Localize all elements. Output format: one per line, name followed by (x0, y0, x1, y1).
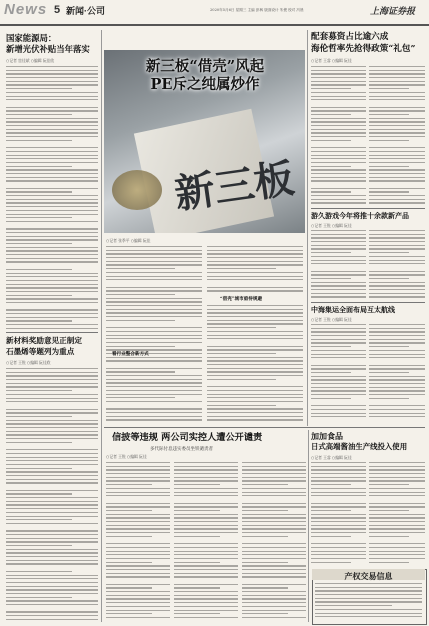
right-article2-body-col2 (369, 230, 425, 300)
ticker-body (315, 583, 422, 621)
divider (311, 302, 425, 303)
section-name: 新闻·公司 (66, 6, 105, 16)
right-article3-body-col1 (311, 324, 366, 422)
right-article1-headline: 配套募资占比逾六成 (311, 32, 389, 42)
right-article1-byline: ○记者 王睿 ○编辑 阮佳 (311, 58, 352, 63)
right-article1-headline2: 海伦哲率先抢得政策“礼包” (311, 44, 416, 54)
coins-illustration (112, 170, 162, 210)
right-article4-headline: 加加食品 (311, 431, 343, 441)
right-article1-body-col1 (311, 66, 366, 206)
page-number: 5 (54, 4, 61, 16)
masthead-info: 2020年5月6日 星期三 主编 彭枫 版面设计 朱俊 校对 冯晨 (210, 8, 304, 12)
column-divider (101, 30, 102, 622)
left-article2-body (6, 368, 98, 622)
bottom-article-headline: 信披等违规 两公司实控人遭公开谴责 (112, 432, 263, 443)
right-article1-body-col2 (369, 66, 425, 206)
right-article3-headline: 中海集运全面布局互太航线 (311, 305, 395, 314)
divider (104, 427, 425, 428)
right-article3-body-col2 (369, 324, 425, 422)
paper-name: 上海证券报 (370, 7, 416, 17)
bottom-article-body-col1 (106, 462, 170, 622)
left-article-headline2: 新增光伏补贴当年落实 (6, 44, 90, 54)
feature-stamp-text: 新三板 (171, 154, 298, 219)
bottom-article-body-col3 (242, 462, 306, 622)
right-article4-byline: ○记者 王睿 ○编辑 阮佳 (311, 455, 352, 460)
feature-body-col3 (207, 305, 303, 423)
masthead (0, 0, 429, 26)
feature-body-col2 (207, 246, 303, 296)
right-article3-byline: ○记者 王锐 ○编辑 阮佳 (311, 317, 352, 322)
bottom-article-body-col2 (174, 462, 238, 622)
left-article-body (6, 66, 98, 329)
feature-headline-line1: 新三板“借壳”风起 (145, 58, 265, 75)
bottom-article-subhead: 多代际付息违实委员坐铁谴责者 (150, 447, 213, 452)
left-article-headline: 国家能源局： (6, 33, 57, 43)
right-article4-body-col2 (369, 462, 425, 566)
left-article-byline: ○记者 宦佳斌 ○编辑 阮佳欣 (6, 58, 55, 63)
masthead-brand: News (4, 1, 48, 18)
feature-headline (110, 58, 300, 94)
right-article4-headline2: 日式高端酱油生产线投入使用 (311, 442, 408, 451)
ticker-title: 产权交易信息 (344, 571, 393, 581)
right-article4-body-col1 (311, 462, 366, 566)
column-divider (308, 430, 309, 622)
feature-sidebar-heading2: 看行业整合新方式 (112, 352, 149, 357)
feature-sidebar-heading: “借壳”城市亟待规避 (220, 297, 263, 302)
feature-headline-line2: PE斥之纯属炒作 (150, 76, 260, 94)
right-article2-headline: 游久游戏今年将推十余款新产品 (311, 211, 409, 220)
feature-byline: ○记者 张季平 ○编辑 阮佳 (106, 238, 151, 243)
column-divider (307, 30, 308, 426)
right-article2-body-col1 (311, 230, 366, 300)
left-article2-headline: 新材料奖励意见正制定 (6, 336, 82, 345)
feature-body-col1 (106, 246, 202, 424)
left-article2-byline: ○记者 王锐 ○编辑 阮佳欣 (6, 360, 51, 365)
left-article2-headline2: 石墨烯等题列为重点 (6, 347, 75, 356)
divider (6, 332, 98, 333)
divider (311, 208, 425, 209)
bottom-article-byline: ○记者 王锐 ○编辑 阮佳 (106, 454, 147, 459)
right-article2-byline: ○记者 王锐 ○编辑 阮佳 (311, 223, 352, 228)
